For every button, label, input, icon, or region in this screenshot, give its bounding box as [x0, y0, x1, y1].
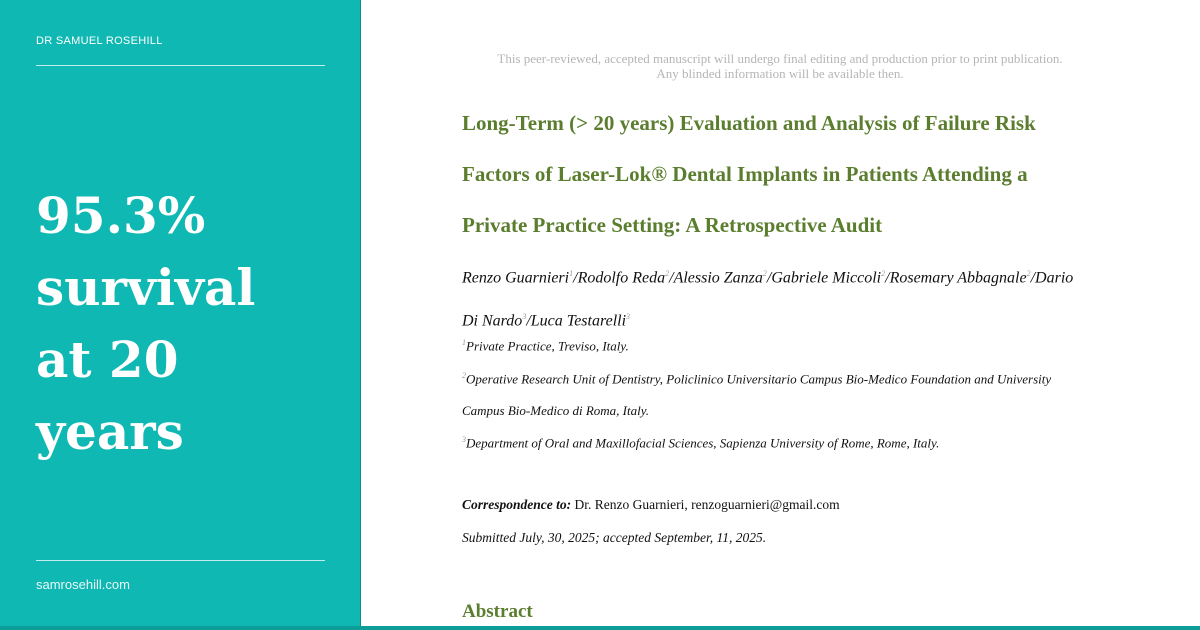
abstract-heading: Abstract [462, 601, 533, 622]
author-affiliation-mark: 1 [569, 269, 574, 278]
bottom-accent-bar [0, 626, 1200, 630]
paper-title [462, 98, 1122, 251]
author: Dario Di Nardo [462, 269, 1074, 330]
site-url[interactable]: samrosehill.com [36, 577, 130, 592]
affiliation-2 [462, 360, 1082, 427]
author: Luca Testarelli [530, 312, 627, 330]
author: Alessio Zanza [673, 269, 763, 287]
headline-line: at 20 [36, 330, 179, 389]
author: Gabriele Miccoli [771, 269, 882, 287]
notice-line: Any blinded information will be available then. [656, 66, 904, 81]
notice-line: This peer-reviewed, accepted manuscript will undergo final editing and production prior to print publication. [497, 51, 1063, 66]
author: Rosemary Abbagnale [889, 269, 1027, 287]
author-affiliation-mark: 3 [626, 312, 631, 322]
submission-dates: Submitted July, 30, 2025; accepted September, 11, 2025. [462, 530, 767, 545]
brand-name: DR SAMUEL ROSEHILL [36, 35, 163, 47]
author-list: Renzo Guarnieri$^1$/Rodolfo Reda$^2$/Alessio Zanza$^2$/Gabriele Miccoli$^2$/Rosemary Abbagnale$^2$/Dario Di Nardo$^3$/Luca Testarelli$^3$ [462, 269, 1074, 330]
headline-line: years [36, 402, 184, 461]
affiliation-number: 2 [462, 371, 466, 380]
author-affiliation-mark: 2 [665, 269, 670, 278]
affiliation-text: Department of Oral and Maxillofacial Sciences, Sapienza University of Rome, Rome, Italy. [466, 435, 940, 451]
title-line: Long-Term (> 20 years) Evaluation and Analysis of Failure Risk [462, 111, 1036, 135]
title-line: Private Practice Setting: A Retrospective Audit [462, 213, 883, 237]
affiliation-text: Private Practice, Treviso, Italy. [466, 338, 629, 354]
affiliation-3 [462, 424, 1082, 459]
author: Renzo Guarnieri [462, 269, 570, 287]
top-divider [36, 65, 325, 66]
author: Rodolfo Reda [577, 269, 666, 287]
correspondence [462, 497, 840, 513]
affiliation-number: 1 [462, 338, 466, 347]
affiliation-number: 3 [462, 435, 466, 444]
headline-line: 95.3% [36, 186, 206, 245]
correspondence-label: Correspondence to: [462, 497, 572, 512]
left-panel [0, 0, 361, 630]
affiliation-text: Operative Research Unit of Dentistry, Policlinico Universitario Campus Bio-Medico Foundation and University Campus Bio-Medico di Roma, Italy. [462, 371, 1052, 419]
manuscript-notice [472, 51, 1088, 81]
bottom-divider [36, 560, 325, 561]
headline [36, 180, 336, 468]
correspondence-text: Dr. Renzo Guarnieri, renzoguarnieri@gmail.com [574, 497, 840, 512]
author-affiliation-mark: 3 [522, 312, 527, 322]
title-line: Factors of Laser-Lok® Dental Implants in Patients Attending a [462, 162, 1028, 186]
author-affiliation-mark: 2 [1026, 269, 1031, 278]
author-affiliation-mark: 2 [762, 269, 767, 278]
author-affiliation-mark: 2 [881, 269, 886, 278]
headline-line: survival [36, 258, 256, 317]
affiliation-1 [462, 327, 1082, 362]
